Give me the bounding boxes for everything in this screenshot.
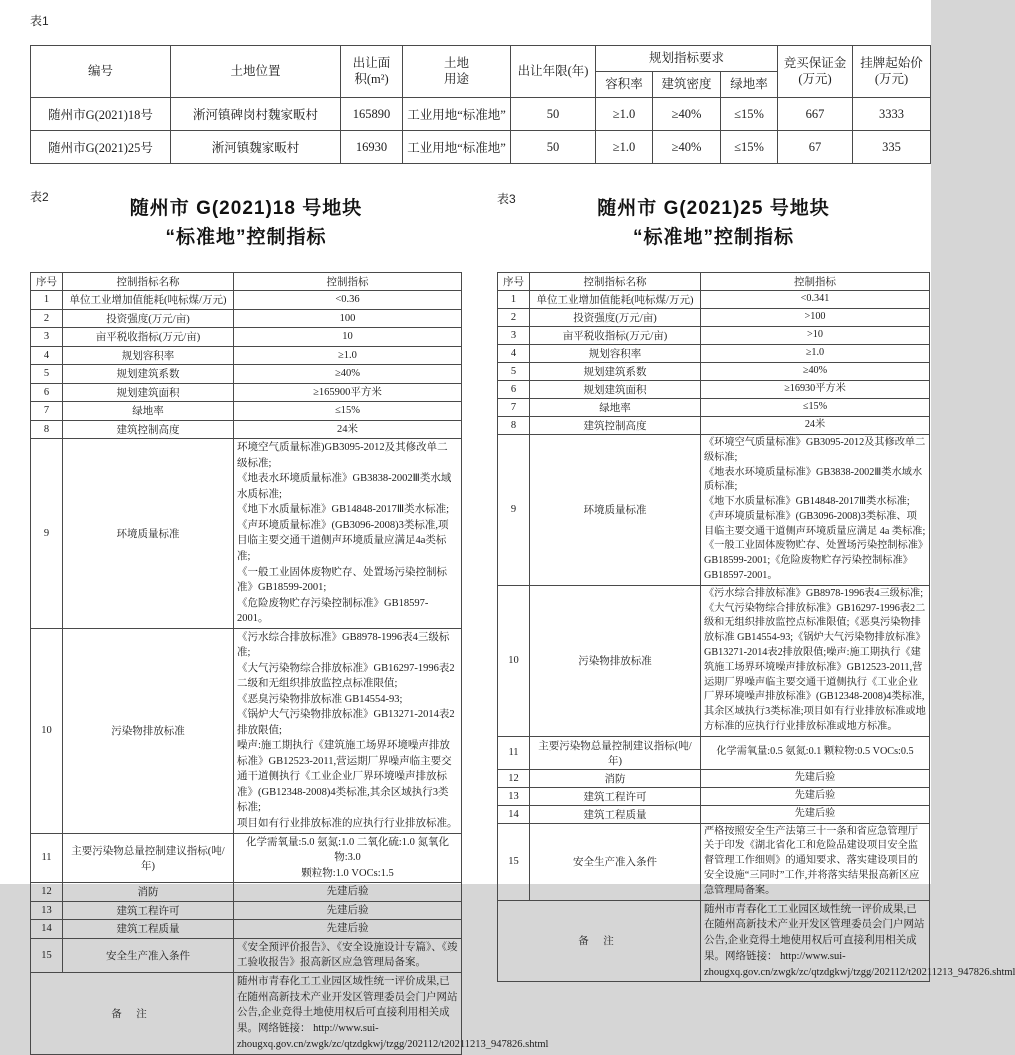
table-row — [31, 920, 462, 939]
indicator-name: 污染物排放标准 — [530, 585, 701, 736]
header-green-ratio: 绿地率 — [721, 72, 778, 98]
indicator-value: ≤15% — [234, 402, 462, 421]
row-number: 12 — [498, 769, 530, 787]
cell-term: 50 — [511, 131, 596, 164]
table1-row — [31, 131, 931, 164]
indicator-value: 100 — [234, 309, 462, 328]
row-number: 1 — [31, 291, 63, 310]
table1-label: 表1 — [30, 14, 49, 28]
row-number: 13 — [498, 787, 530, 805]
indicator-value: 先建后验 — [234, 901, 462, 920]
header-land-use: 土地 用途 — [403, 46, 511, 98]
note-text: 随州市青春化工工业园区域性统一评价成果,已在随州高新技术产业开发区管理委员会门户网站公告,企业竞得土地使用权后可直接利用相关成果。网络链接： http://www.sui-zhougxq.gov.cn/zwgk/zc/qtzdgkwj/tzgg/202112/t20211213_947826.shtml — [701, 900, 930, 982]
header-deposit: 竞买保证金 (万元) — [778, 46, 853, 98]
indicator-name: 消防 — [63, 883, 234, 902]
table-row — [31, 439, 462, 628]
indicator-name: 投资强度(万元/亩) — [63, 309, 234, 328]
header-row-number: 序号 — [498, 273, 530, 291]
header-density: 建筑密度 — [653, 72, 721, 98]
table-row — [31, 420, 462, 439]
row-number: 5 — [31, 365, 63, 384]
table-row — [31, 346, 462, 365]
indicator-value: <0.341 — [701, 291, 930, 309]
table-row — [31, 628, 462, 833]
indicator-name: 建筑工程许可 — [530, 787, 701, 805]
table2-title-line2: “标准地”控制指标 — [165, 227, 327, 248]
indicator-value: 10 — [234, 328, 462, 347]
indicator-name: 建筑控制高度 — [63, 420, 234, 439]
table3-label: 表3 — [497, 192, 516, 206]
header-indicator-value: 控制指标 — [234, 273, 462, 291]
indicator-name: 建筑工程质量 — [530, 805, 701, 823]
table-row — [498, 769, 930, 787]
cell-green-ratio: ≤15% — [721, 131, 778, 164]
header-parcel-id: 编号 — [31, 46, 171, 98]
indicator-name: 建筑工程质量 — [63, 920, 234, 939]
row-number: 10 — [31, 628, 63, 833]
indicator-name: 投资强度(万元/亩) — [530, 309, 701, 327]
cell-area: 16930 — [341, 131, 403, 164]
row-number: 4 — [31, 346, 63, 365]
row-number: 1 — [498, 291, 530, 309]
table2-title-line1: 随州市 G(2021)18 号地块 — [129, 198, 363, 219]
cell-density: ≥40% — [653, 131, 721, 164]
table-row — [31, 883, 462, 902]
table-row — [498, 345, 930, 363]
header-far: 容积率 — [596, 72, 653, 98]
table2-title — [30, 194, 462, 252]
header-indicator-value: 控制指标 — [701, 273, 930, 291]
indicator-value: >10 — [701, 327, 930, 345]
table-row — [31, 938, 462, 972]
indicator-name: 污染物排放标准 — [63, 628, 234, 833]
row-number: 12 — [31, 883, 63, 902]
land-offer-table — [30, 45, 931, 164]
indicator-name: 规划建筑面积 — [530, 381, 701, 399]
cell-deposit: 667 — [778, 98, 853, 131]
indicator-name: 建筑控制高度 — [530, 417, 701, 435]
header-indicator-name: 控制指标名称 — [530, 273, 701, 291]
cell-location: 淅河镇魏家畈村 — [171, 131, 341, 164]
table3-body — [498, 291, 930, 901]
indicator-name: 规划建筑面积 — [63, 383, 234, 402]
indicator-value: ≥16930平方米 — [701, 381, 930, 399]
indicator-value: ≥40% — [701, 363, 930, 381]
cell-area: 165890 — [341, 98, 403, 131]
indicator-name: 主要污染物总量控制建议指标(吨/年) — [530, 736, 701, 769]
table3-title — [497, 194, 930, 252]
indicator-name: 绿地率 — [530, 399, 701, 417]
table2-label: 表2 — [30, 190, 49, 204]
row-number: 2 — [498, 309, 530, 327]
header-row-number: 序号 — [31, 273, 63, 291]
table-row — [498, 736, 930, 769]
indicator-name: 规划容积率 — [63, 346, 234, 365]
control-indicators-table-25 — [497, 272, 1015, 982]
header-planning-requirements: 规划指标要求 — [596, 46, 778, 72]
indicator-value: >100 — [701, 309, 930, 327]
row-number: 7 — [498, 399, 530, 417]
row-number: 10 — [498, 585, 530, 736]
cell-start-price: 335 — [853, 131, 931, 164]
cell-deposit: 67 — [778, 131, 853, 164]
indicator-name: 安全生产准入条件 — [530, 823, 701, 900]
indicator-name: 规划建筑系数 — [63, 365, 234, 384]
note-label: 备 注 — [498, 900, 701, 982]
row-number: 5 — [498, 363, 530, 381]
indicator-value: 《污水综合排放标准》GB8978-1996表4三级标准;《大气污染物综合排放标准》GB16297-1996表2二级和无组织排放监控点标准限值;《恶臭污染物排放标准 GB14554-93;《锅炉大气污染物排放标准》GB13271-2014表2排放限值;噪声:施工期执行《建筑施工场界环境噪声排放标准》GB12523-2011,营运期厂界噪声临主要交通干道侧执行《工业企业厂界环境噪声排放标准》(GB12348-2008)4类标准,其余区域执行3类标准;项目如有行业排放标准或地方标准的应执行行业排放标准或地方标准。 — [701, 585, 930, 736]
table1-row — [31, 98, 931, 131]
indicator-name: 消防 — [530, 769, 701, 787]
indicator-name: 单位工业增加值能耗(吨标煤/万元) — [530, 291, 701, 309]
cell-density: ≥40% — [653, 98, 721, 131]
cell-far: ≥1.0 — [596, 98, 653, 131]
header-term: 出让年限(年) — [511, 46, 596, 98]
indicator-value: 化学需氧量:0.5 氨氮:0.1 颗粒物:0.5 VOCs:0.5 — [701, 736, 930, 769]
table-row — [498, 435, 930, 586]
row-number: 11 — [498, 736, 530, 769]
note-row — [498, 900, 930, 982]
header-location: 土地位置 — [171, 46, 341, 98]
row-number: 7 — [31, 402, 63, 421]
table3-title-line2: “标准地”控制指标 — [632, 227, 794, 248]
indicator-name: 规划建筑系数 — [530, 363, 701, 381]
indicator-name: 环境质量标准 — [63, 439, 234, 628]
indicator-value: ≤15% — [701, 399, 930, 417]
cell-land-use: 工业用地“标准地” — [403, 98, 511, 131]
table2-body — [31, 291, 462, 973]
table-row — [498, 381, 930, 399]
indicator-name: 规划容积率 — [530, 345, 701, 363]
table-row — [498, 399, 930, 417]
control-indicators-table-18 — [30, 272, 549, 1055]
note-label: 备 注 — [31, 972, 234, 1054]
table-row — [498, 417, 930, 435]
table-row — [31, 901, 462, 920]
indicator-name: 绿地率 — [63, 402, 234, 421]
indicator-name: 环境质量标准 — [530, 435, 701, 586]
cell-term: 50 — [511, 98, 596, 131]
row-number: 15 — [498, 823, 530, 900]
row-number: 11 — [31, 833, 63, 883]
indicator-value: 《安全预评价报告》、《安全设施设计专篇》、《竣工验收报告》报高新区应急管理局备案。 — [234, 938, 462, 972]
cell-green-ratio: ≤15% — [721, 98, 778, 131]
indicator-value: 先建后验 — [701, 769, 930, 787]
row-number: 9 — [498, 435, 530, 586]
indicator-value: 环境空气质量标准)GB3095-2012及其修改单二级标准; 《地表水环境质量标准》GB3838-2002Ⅲ类水域水质标准; 《地下水质量标准》GB14848-2017Ⅲ类水标准; 《声环境质量标准》(GB3096-2008)3类标准,项目临主要交通干道侧声环境质量应满足4a类标准; 《一般工业固体废物贮存、处置场污染控制标准》GB18599-2001; 《危险废物贮存污染控制标准》GB18597-2001。 — [234, 439, 462, 628]
table3-title-line1: 随州市 G(2021)25 号地块 — [597, 198, 830, 219]
header-indicator-name: 控制指标名称 — [63, 273, 234, 291]
indicator-value: <0.36 — [234, 291, 462, 310]
table-row — [31, 833, 462, 883]
indicator-value: ≥1.0 — [234, 346, 462, 365]
row-number: 4 — [498, 345, 530, 363]
table-row — [498, 787, 930, 805]
row-number: 6 — [498, 381, 530, 399]
indicator-value: 先建后验 — [234, 920, 462, 939]
indicator-value: ≥40% — [234, 365, 462, 384]
table-row — [31, 402, 462, 421]
note-row — [31, 972, 462, 1054]
cell-parcel-id: 随州市G(2021)18号 — [31, 98, 171, 131]
table-row — [498, 327, 930, 345]
note-text: 随州市青春化工工业园区域性统一评价成果,已在随州高新技术产业开发区管理委员会门户网站公告,企业竞得土地使用权后可直接利用相关成果。网络链接： http://www.sui-zhougxq.gov.cn/zwgk/zc/qtzdgkwj/tzgg/202112/t20211213_947826.shtml — [234, 972, 462, 1054]
cell-location: 淅河镇碑岗村魏家畈村 — [171, 98, 341, 131]
indicator-value: 严格按照安全生产法第三十一条和省应急管理厅关于印发《湖北省化工和危险品建设项目安全监督管理工作细则》的通知要求、落实建设项目的安全设施“三同时”工作,并将落实结果报高新区应急管理局备案。 — [701, 823, 930, 900]
indicator-value: 24米 — [701, 417, 930, 435]
indicator-name: 亩平税收指标(万元/亩) — [530, 327, 701, 345]
table-row — [31, 328, 462, 347]
table-row — [31, 291, 462, 310]
table-row — [498, 309, 930, 327]
indicator-value: 先建后验 — [701, 805, 930, 823]
indicator-name: 亩平税收指标(万元/亩) — [63, 328, 234, 347]
indicator-value: 化学需氧量:5.0 氨氮:1.0 二氧化硫:1.0 氮氧化物:3.0 颗粒物:1.0 VOCs:1.5 — [234, 833, 462, 883]
table-row — [498, 585, 930, 736]
table-row — [498, 291, 930, 309]
row-number: 13 — [31, 901, 63, 920]
indicator-name: 主要污染物总量控制建议指标(吨/年) — [63, 833, 234, 883]
table-row — [498, 823, 930, 900]
header-area: 出让面 积(m²) — [341, 46, 403, 98]
indicator-name: 单位工业增加值能耗(吨标煤/万元) — [63, 291, 234, 310]
indicator-name: 建筑工程许可 — [63, 901, 234, 920]
cell-land-use: 工业用地“标准地” — [403, 131, 511, 164]
row-number: 15 — [31, 938, 63, 972]
cell-start-price: 3333 — [853, 98, 931, 131]
cell-parcel-id: 随州市G(2021)25号 — [31, 131, 171, 164]
indicator-value: 先建后验 — [234, 883, 462, 902]
table-row — [498, 363, 930, 381]
indicator-value: 先建后验 — [701, 787, 930, 805]
row-number: 14 — [31, 920, 63, 939]
row-number: 8 — [31, 420, 63, 439]
row-number: 6 — [31, 383, 63, 402]
table-row — [498, 805, 930, 823]
row-number: 14 — [498, 805, 530, 823]
indicator-value: ≥1.0 — [701, 345, 930, 363]
row-number: 3 — [498, 327, 530, 345]
row-number: 2 — [31, 309, 63, 328]
indicator-value: ≥165900平方米 — [234, 383, 462, 402]
row-number: 8 — [498, 417, 530, 435]
indicator-name: 安全生产准入条件 — [63, 938, 234, 972]
table-row — [31, 383, 462, 402]
header-start-price: 挂牌起始价 (万元) — [853, 46, 931, 98]
cell-far: ≥1.0 — [596, 131, 653, 164]
table-row — [31, 365, 462, 384]
indicator-value: 《环境空气质量标准》GB3095-2012及其修改单二级标准; 《地表水环境质量标准》GB3838-2002Ⅲ类水域水质标准; 《地下水质量标准》GB14848-2017Ⅲ类水标准;《声环境质量标准》(GB3096-2008)3类标准、项目临主要交通干道侧声环境质量应满足 4a 类标准;《一般工业固体废物贮存、处置场污染控制标准》GB18599-2001;《危险废物贮存污染控制标准》GB18597-2001。 — [701, 435, 930, 586]
row-number: 9 — [31, 439, 63, 628]
row-number: 3 — [31, 328, 63, 347]
table-row — [31, 309, 462, 328]
indicator-value: 《污水综合排放标准》GB8978-1996表4三级标准; 《大气污染物综合排放标准》GB16297-1996表2二级和无组织排放监控点标准限值; 《恶臭污染物排放标准 GB14554-93; 《锅炉大气污染物排放标准》GB13271-2014表2排放限值; 噪声:施工期执行《建筑施工场界环境噪声排放标准》GB12523-2011,营运期厂界噪声临主要交通干道侧执行《工业企业厂界环境噪声排放标准》(GB12348-2008)4类标准,其余区域执行3类标准; 项目如有行业排放标准的应执行行业排放标准。 — [234, 628, 462, 833]
indicator-value: 24米 — [234, 420, 462, 439]
